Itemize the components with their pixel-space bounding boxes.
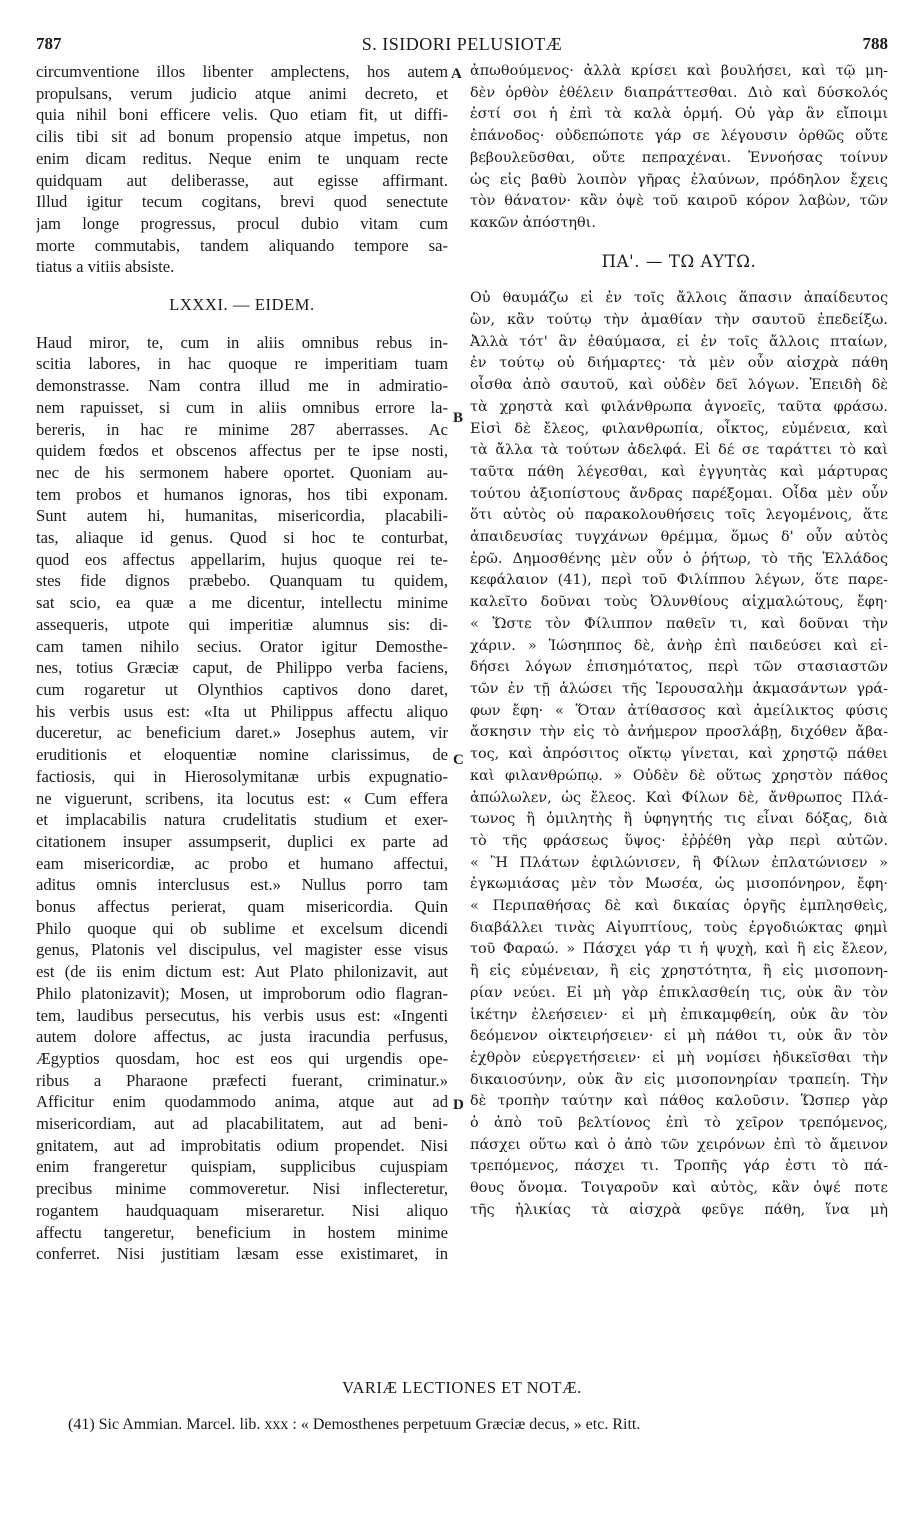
text-line: precibus minime commoveretur. Nisi inflecteretur, [36,1179,448,1199]
text-line: eruditionis et eloquentiæ nomine clarissimus, de [36,745,448,765]
text-line: stes fide dignos præbebo. Quanquam tu quidem, [36,571,448,591]
text-line: tiatus a vitiis absiste. [36,257,175,277]
text-line: τῶν ἐν τῇ ἁλώσει τῆς Ἱερουσαλὴμ ἀκμασάντων γρά- [470,680,888,697]
section-marker-a: A [451,66,462,82]
text-line: tem probos et humanos ignoras, hos tibi exponam. [36,484,448,504]
text-line: τος, καὶ ἀπρόσιτος οἴκτῳ γίνεται, καὶ χρηστῷ πάθει [470,746,888,763]
text-line: ἐν τούτῳ οὐ διήμαρτες· τὰ μὲν οὖν αἰσχρὰ πάθη [470,355,888,372]
text-line: δικαιοσύνην, οὐκ ἂν εἰς μισοπονηρίαν τραπείη. Τὴν [470,1071,888,1088]
greek-letter-end [470,61,888,235]
text-line: morte commutabis, tandem aliquando tempore sa- [36,235,448,255]
text-line: nes, totius Græciæ caput, de Philippo verba faciens, [36,658,448,678]
text-line: ἄσκησιν τὴν εἰς τὸ ἀνήμερον προσλάβῃ, διχόθεν ἄβα- [470,724,888,741]
text-line: Philo quoque qui ob sublime et excelsum dicendi [36,918,448,938]
latin-column [36,61,448,1265]
text-line: « Ὥστε τὸν Φίλιππον παθεῖν τι, καὶ δοῦναι τὴν [470,615,888,632]
text-line: scitia labores, in hac quoque re imperitiam tuam [36,354,448,374]
text-line: τωνος ἢ ὁμιλητὴς ἢ ὑφηγητής τις εἶναι δόξας, διὰ [470,811,888,828]
text-line: jam longe progressus, procul dubio vitam cum [36,213,448,233]
text-line: et implacabilis natura crudelitatis studium et exer- [36,810,448,830]
text-line: rogantem haudquaquam miseraretur. Nisi aliquo [36,1200,448,1220]
text-line: καὶ φιλανθρώπῳ. » Οὐδὲν δὲ οὕτως χρηστὸν πάθος [470,767,888,784]
text-line: bonus affectus perierat, quam misericordia. Quin [36,897,448,917]
text-line: δὲν ὀρθὸν ἐθέλειν διαπράττεσθαι. Διὸ καὶ δύσκολός [470,84,888,101]
text-line: quod eos affectus appellarim, hujus quoque rei te- [36,549,448,569]
text-line: δὲ τροπὴν ταύτην καὶ πάθος καλοῦσιν. Ὥσπερ γὰρ [470,1093,888,1110]
text-line: ἀπαιδευσίας τυγχάνων θρέμμα, ὅμως δ' οὖν αὐτὸς [470,529,888,546]
text-line: « Περιπαθήσας δὲ καὶ δικαίας ὀργῆς ἐμπλησθεὶς, [470,898,888,915]
text-line: bereris, in hac re minime 287 aberrasses. Ac [36,419,448,439]
latin-letter-heading: LXXXI. — EIDEM. [169,295,315,315]
text-line: misericordiam, aut ad placabilitatem, aut ad beni- [36,1114,448,1134]
text-line: οἶσθα ἀπὸ σαυτοῦ, καὶ οὐδὲν δεῖ λόγων. Ἐπειδὴ δὲ [470,377,888,394]
text-line: cam tamen nihilo secius. Orator igitur Demosthe- [36,636,448,656]
text-line: τὰ χρηστὰ καὶ φιλάνθρωπα ἀγνοεῖς, ταῦτα φράσω. [470,398,888,415]
text-line: nec de his sermonem habere oportet. Quoniam au- [36,462,448,482]
text-line: ne viguerunt, scribens, ita locutus est: « Cum effera [36,788,448,808]
section-marker-d: D [453,1097,464,1113]
text-line: Ægyptios quosdam, hoc est eos qui urgendis ope- [36,1048,448,1068]
text-line: χάριν. » Ἰώσηππος δὲ, ἀνὴρ ἐπὶ παιδεύσει καὶ εἰ- [470,637,888,654]
text-line: propulsans, verum judicio atque animi decreto, et [36,83,448,103]
text-line: autem dolore affectus, ac justa iracundia perfusus, [36,1027,448,1047]
text-line: ἀπωθούμενος· ἀλλὰ κρίσει καὶ βουλήσει, καὶ τῷ μη- [470,63,888,79]
latin-letter-body [36,332,448,1265]
text-line: aditus omnis interclusus est.» Nullus porro tam [36,875,448,895]
text-line: nem rapuisset, si cum in aliis omnibus errore la- [36,397,448,417]
text-line: Haud miror, te, cum in aliis omnibus rebus in- [36,332,448,352]
text-line: τρεπόμενος, πάσχει τι. Τροπῆς γάρ ἐστι τὸ πά- [470,1158,888,1175]
section-marker-b: B [453,410,464,426]
text-line: ὡς εἰς βαθὺ λοιπὸν γῆρας ἐλαύνων, πρόδηλον ἔχεις [470,171,888,188]
greek-column [470,61,888,1222]
text-line: ribus a Pharaone præfecti fuerant, criminatur.» [36,1070,448,1090]
text-line: ἐπάνοδος· οὐδεπώποτε γάρ σε λέγουσιν ὀρθῶς οὔτε [470,128,888,145]
text-line: ἱκέτην ἐλεήσειεν· εἰ μὴ ἐπικαμφθείη, οὐκ ἂν τὸν [470,1006,888,1023]
text-line: cum rogaretur ut Olynthios captivos dono daret, [36,679,448,699]
text-line: Philo platonizavit); Mosen, ut improborum odio flagran- [36,983,448,1003]
text-line: ἐχθρὸν εὐεργετήσειεν· εἰ μὴ νομίσει ἠδικεῖσθαι τὴν [470,1049,888,1066]
text-line: eam misericordiæ, ac probo et humano affectui, [36,853,448,873]
text-line: factiosis, qui in Hierosolymitanæ urbis expugnatio- [36,766,448,786]
greek-letter-heading: ΠΑ'. — ΤΩ ΑΥΤΩ. [601,251,757,271]
text-line: ἢ εἰς εὐμένειαν, ἢ εἰς χρηστότητα, ἢ εἰς μισοπονη- [470,963,888,980]
text-line: gnitatem, aut ad improbitatis odium propendet. Nisi [36,1135,448,1155]
text-line: διαβάλλει τινὰς Αἰγυπτίους, τοὺς ἐργοδιώκτας φημὶ [470,919,888,936]
text-line: ταῦτα πάθη λέγεσθαι, καὶ ἐγγυητὰς καὶ μάρτυρας [470,463,888,480]
text-line: ἐστί σοι ἡ ἐπὶ τὰ καλὰ ὁρμή. Οὐ γὰρ ἂν εἴποιμι [470,106,888,123]
footnote-41: (41) Sic Ammian. Marcel. lib. xxx : « Demosthenes perpetuum Græciæ decus, » etc. Ritt. [68,1416,641,1433]
text-line: sat scio, ea quæ a me dicentur, intellectu minime [36,593,448,613]
text-line: τὰ ἄλλα τὰ τούτων ἀδελφά. Εἰ δέ σε ταράττει τὸ καὶ [470,442,888,459]
text-line: ἐρῶ. Δημοσθένης μὲν οὖν ὁ ῥήτωρ, τὸ τῆς Ἑλλάδος [470,550,888,567]
greek-letter-body [470,288,888,1221]
notes-title: VARIÆ LECTIONES ET NOTÆ. [342,1378,582,1397]
text-line: κεφάλαιον (41), περὶ τοῦ Φιλίππου λέγων, ὅτε παρε- [470,572,888,589]
text-line: τὸν θάνατον· κἂν ὀψὲ τοῦ καιροῦ κόρον λαβὼν, τῶν [470,193,888,210]
text-line: τῆς ἡλικίας τὰ αἰσχρὰ φεῦγε πάθη, ἵνα μὴ [470,1201,888,1218]
latin-letter-end [36,61,448,278]
text-line: θους ὄνομα. Τοιγαροῦν καὶ αὐτὸς, κἂν ὀψέ ποτε [470,1180,888,1197]
page-header [36,34,888,58]
running-title: S. ISIDORI PELUSIOTÆ [361,34,563,54]
text-line: βεβουλεῦσθαι, οὔτε πεπραχέναι. Ἐννοήσας τοίνυν [470,149,888,166]
text-line: Illud igitur tecum cogitans, brevi quod senectute [36,192,448,212]
text-line: τοῦ Φαραώ. » Πάσχει γάρ τι ἡ ψυχὴ, καὶ ἢ εἰς ἔλεον, [470,941,888,958]
text-line: enim dicam reditus. Neque enim te unquam recte [36,148,448,168]
page-number-left: 787 [36,34,62,53]
text-line: τούτου ἀξιοπίστους ἄνδρας παρέξομαι. Οἶδα μὲν οὖν [470,485,888,502]
text-line: genus, Platonis vel discipulus, vel magister esse visus [36,940,448,960]
text-line: Εἰσὶ δὲ ἔλεος, φιλανθρωπία, οἶκτος, εὐμένεια, καὶ [470,420,888,437]
text-line: quia nihil boni efficere velis. Quo etiam fit, ut diffi- [36,105,448,125]
section-marker-c: C [453,752,464,768]
text-line: assequeris, utpote qui imperitiæ alumnus sis: di- [36,614,448,634]
text-line: δεόμενον οἰκτειρήσειεν· εἰ μὴ πάθοι τι, οὐκ ἂν τὸν [470,1028,888,1045]
text-line: ρίαν νεύει. Εἰ μὴ γὰρ ἐπικλασθείη τις, οὐκ ἂν τὸν [470,984,888,1001]
text-line: « Ἢ Πλάτων ἐφιλώνισεν, ἢ Φίλων ἐπλατώνισεν » [470,854,888,871]
text-line: enim frangeretur quispiam, supplicibus cujuspiam [36,1157,448,1177]
text-line: ὢν, κἂν τούτῳ τὴν ἀμαθίαν τὴν σαυτοῦ ἐπεδείξω. [470,312,888,329]
text-line: est (de iis enim dictum est: Aut Plato philonizavit, aut [36,962,448,982]
text-line: ὅτι αὐτὸς οὐ παρακολουθήσεις τοῖς λεγομένοις, ἅτε [470,507,888,524]
text-line: quidquam aut deliberasse, aut egisse affirmant. [36,170,448,190]
text-line: Sunt autem hi, humanitas, misericordia, placabili- [36,506,448,526]
text-line: πάσχει οὕτω καὶ ὁ ἀπὸ τῶν χειρόνων ἐπὶ τὸ ἄμεινον [470,1136,888,1153]
text-line: affectu tangeretur, beneficium in hostem minime [36,1222,448,1242]
text-line: καλεῖτο δοῦναι τοὺς Ὀλυνθίους αἰχμαλώτους, ἔφη· [470,594,888,611]
text-line: τὸ τῆς φράσεως ὕψος· ἐῤῥέθη γὰρ περὶ αὐτῶν. [470,832,888,849]
text-line: ἀπώλωλεν, ὡς ἔλεος. Καὶ Φίλων δὲ, ἄνθρωπος Πλά- [470,789,888,806]
text-line: κακῶν ἀπόστηθι. [470,214,596,231]
text-line: Ἀλλὰ τότ' ἂν ἐθαύμασα, εἰ ἐν τοῖς ἄλλοις πταίων, [470,333,888,350]
text-line: tem, laudibus persecutus, his verbis usus est: «Ingenti [36,1005,448,1025]
text-line: φων ἔφη· « Ὅταν ἀτίθασσος καὶ ἀμείλικτος φύσις [470,702,888,719]
text-line: Οὐ θαυμάζω εἰ ἐν τοῖς ἄλλοις ἅπασιν ἀπαίδευτος [470,290,888,307]
text-line: ὁ ἀπὸ τοῦ βελτίονος ἐπὶ τὸ χεῖρον τρεπόμενος, [470,1115,888,1132]
text-line: citationem insuper assumpserit, duplici ex parte ad [36,831,448,851]
text-line: duceretur, ac beneficium daret.» Josephus autem, vir [36,723,448,743]
text-line: quidem fœdos et obscenos affectus per te ipse nosti, [36,441,448,461]
text-line: demonstrasse. Nam contra illud me in admiratio- [36,376,448,396]
text-line: conferret. Nisi justitiam læsam esse existimaret, in [36,1244,448,1264]
text-line: cilis tibi sit ad bonum propensio atque impetus, non [36,127,448,147]
text-line: ἐγκωμιάσας μὲν τὸν Μωσέα, ὡς μισοπόνηρον, ἔφη· [470,876,888,893]
text-line: Afficitur enim quodammodo anima, atque aut ad [36,1092,448,1112]
text-line: his verbis usus est: «Ita ut Philippus affectu aliquo [36,701,448,721]
text-line: tas, aliaque id genus. Quod si hoc te conturbat, [36,528,448,548]
text-line: circumventione illos libenter amplectens, hos autem [36,62,448,81]
page-number-right: 788 [862,34,888,53]
text-line: δήσει λόγων ἐπισημότατος, περὶ τῶν στασιαστῶν [470,659,888,676]
